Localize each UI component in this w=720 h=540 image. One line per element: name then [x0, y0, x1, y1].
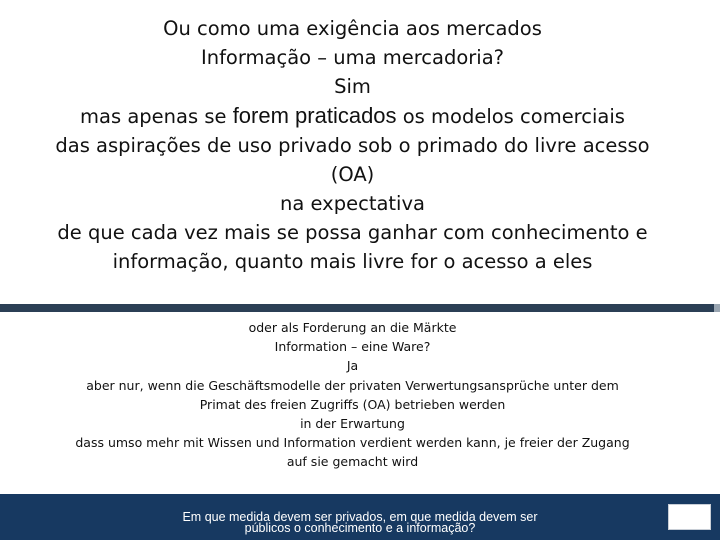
divider-end-cap: [714, 304, 720, 312]
de-line-5: Primat des freien Zugriffs (OA) betrieben werden: [199, 396, 506, 412]
pt-line-4: [0, 101, 705, 131]
pt-line-4-end: os modelos comerciais: [396, 105, 625, 128]
german-text-block: [0, 318, 705, 472]
de-line-2: Information – eine Ware?: [274, 339, 431, 355]
pt-line-6: (OA): [330, 163, 375, 186]
de-line-3: Ja: [346, 358, 359, 374]
footer-logo-box: [668, 504, 711, 530]
footer-bar: [0, 494, 720, 540]
footer-line-2: públicos o conhecimento e a informação?: [244, 521, 476, 535]
pt-line-4-start: mas apenas se: [80, 105, 233, 128]
pt-line-5: das aspirações de uso privado sob o primado do livre acesso: [55, 134, 650, 157]
pt-line-7: na expectativa: [280, 192, 425, 215]
de-line-7: dass umso mehr mit Wissen und Information verdient werden kann, je freier der Zugang: [75, 435, 630, 451]
section-divider: [0, 304, 720, 312]
de-line-6: in der Erwartung: [300, 416, 405, 432]
de-line-1: oder als Forderung an die Märkte: [248, 320, 457, 335]
portuguese-text-block: [0, 14, 705, 276]
pt-line-1: Ou como uma exigência aos mercados: [163, 17, 542, 40]
pt-line-2: Informação – uma mercadoria?: [200, 46, 505, 69]
pt-line-4-emphasis: forem praticados: [232, 103, 397, 128]
footer-caption: [140, 512, 580, 534]
de-line-4: aber nur, wenn die Geschäftsmodelle der privaten Verwertungsansprüche unter dem: [86, 377, 619, 393]
footer-line-1: Em que medida devem ser privados, em que medida devem ser: [182, 510, 538, 524]
de-line-8: auf sie gemacht wird: [286, 454, 419, 470]
pt-line-3: Sim: [334, 75, 371, 98]
pt-line-9: informação, quanto mais livre for o acesso a eles: [112, 250, 593, 273]
pt-line-8: de que cada vez mais se possa ganhar com conhecimento e: [57, 221, 648, 244]
